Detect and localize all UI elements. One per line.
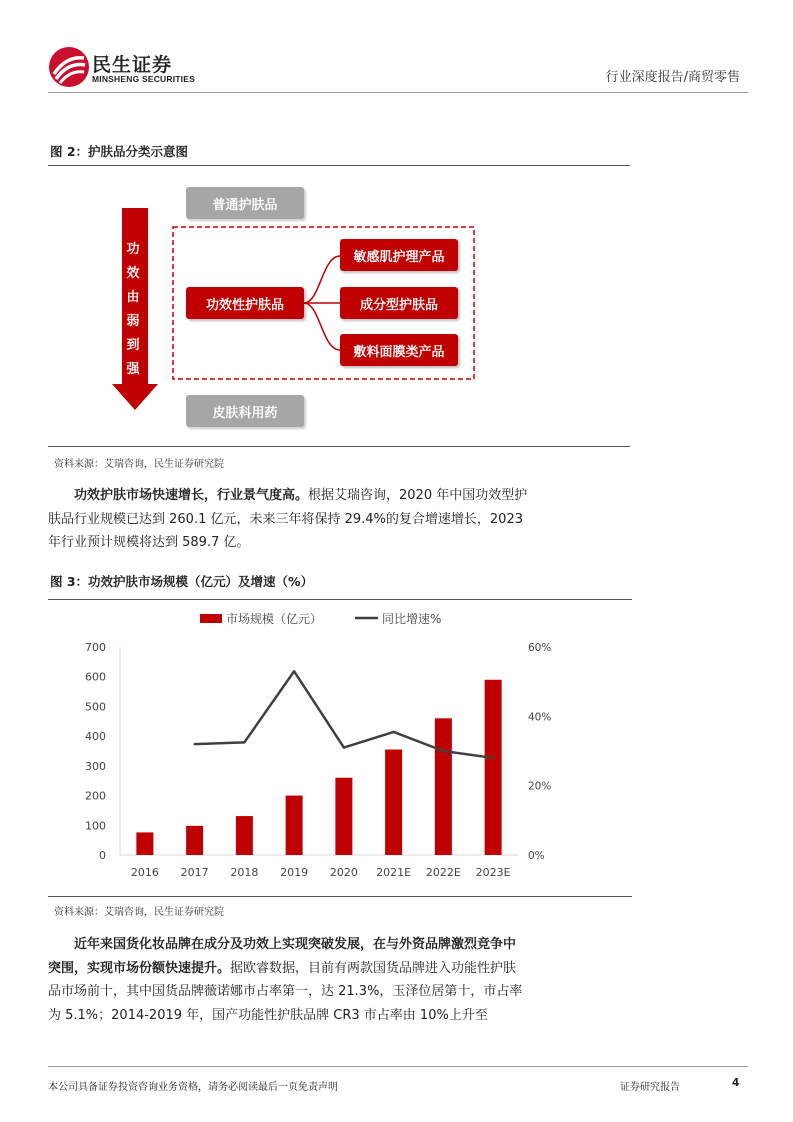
right-tick-label: 20% bbox=[528, 780, 552, 793]
bar-2020 bbox=[335, 778, 352, 855]
left-tick-label: 500 bbox=[85, 700, 106, 714]
bar-2018 bbox=[236, 816, 253, 855]
box-dressing-mask: 敷料面膜类产品 bbox=[340, 334, 458, 366]
growth-point-2023E bbox=[492, 757, 494, 759]
bar-2017 bbox=[186, 826, 203, 855]
box-ingredient-skincare: 成分型护肤品 bbox=[340, 287, 458, 319]
paragraph-lead: 近年来国货化妆品牌在成分及功效上实现突破发展，在与外资品牌激烈竞争中突围，实现市场份额快速提升。 bbox=[48, 937, 517, 976]
logo-english-name: MINSHENG SECURITIES bbox=[92, 74, 195, 84]
page-number: 4 bbox=[732, 1077, 740, 1089]
figure3-bottom-rule bbox=[48, 896, 632, 897]
bar-series bbox=[136, 680, 501, 855]
paragraph-body: 据欧睿数据，目前有两款国货品牌进入功能性护肤品市场前十，其中国货品牌薇诺娜市占率第一，达 21.3%，玉泽位居第十，市占率为 5.1%；2014-2019 年，国产功能性护肤品牌 CR3 市占率由 10%上升至 bbox=[48, 960, 523, 1023]
paragraph-lead: 功效护肤市场快速增长，行业景气度高。 bbox=[74, 488, 309, 503]
left-tick-label: 700 bbox=[85, 641, 106, 654]
footer-report-type: 证券研究报告 bbox=[620, 1082, 680, 1093]
footer-divider bbox=[48, 1066, 748, 1067]
right-tick-label: 0% bbox=[528, 850, 545, 862]
paragraph-body: 根据艾瑞咨询，2020 年中国功效型护肤品行业规模已达到 260.1 亿元，未来三年将保持 29.4%的复合增速增长，2023 年行业预计规模将达到 589.7 亿。 bbox=[48, 488, 528, 550]
x-tick-label: 2022E bbox=[425, 866, 461, 879]
left-tick-label: 400 bbox=[85, 730, 106, 744]
legend-line-label: 同比增速% bbox=[382, 612, 442, 626]
box-functional-skincare: 功效性护肤品 bbox=[186, 287, 304, 319]
figure3-source: 资料来源：艾瑞咨询，民生证券研究院 bbox=[54, 907, 224, 918]
left-tick-label: 200 bbox=[85, 789, 106, 803]
right-axis-ticks bbox=[528, 642, 551, 862]
bar-2016 bbox=[136, 832, 153, 855]
x-tick-label: 2016 bbox=[130, 866, 159, 879]
chart-legend bbox=[200, 611, 441, 626]
x-axis-ticks bbox=[131, 866, 511, 879]
left-tick-label: 300 bbox=[85, 759, 106, 773]
left-tick-label: 0 bbox=[99, 849, 106, 862]
bar-2023E bbox=[485, 680, 502, 855]
paragraph-domestic-brands bbox=[48, 933, 528, 1027]
growth-point-2019 bbox=[293, 670, 295, 672]
box-sensitive-skin: 敏感肌护理产品 bbox=[340, 239, 458, 271]
x-tick-label: 2020 bbox=[329, 866, 358, 879]
left-tick-label: 600 bbox=[85, 670, 106, 684]
legend-bar-swatch bbox=[200, 614, 222, 623]
bar-2021E bbox=[385, 750, 402, 855]
growth-point-2018 bbox=[243, 741, 245, 743]
footer-disclaimer: 本公司具备证券投资咨询业务资格，请务必阅读最后一页免责声明 bbox=[48, 1082, 338, 1093]
box-regular-skincare: 普通护肤品 bbox=[186, 187, 304, 219]
right-tick-label: 60% bbox=[528, 642, 552, 654]
figure2-title: 图 2：护肤品分类示意图 bbox=[50, 144, 189, 159]
arrow-char: 效 bbox=[126, 266, 140, 281]
x-tick-label: 2018 bbox=[230, 866, 259, 879]
report-category: 行业深度报告/商贸零售 bbox=[605, 70, 740, 85]
figure3-title: 图 3：功效护肤市场规模（亿元）及增速（%） bbox=[50, 574, 314, 589]
x-tick-label: 2017 bbox=[180, 866, 209, 879]
growth-point-2017 bbox=[193, 743, 195, 745]
x-tick-label: 2019 bbox=[280, 866, 309, 879]
left-tick-label: 100 bbox=[85, 819, 106, 833]
bar-2019 bbox=[286, 796, 303, 855]
box-dermatology-drug: 皮肤科用药 bbox=[186, 395, 304, 427]
arrow-char: 弱 bbox=[126, 314, 140, 329]
bar-2022E bbox=[435, 718, 452, 855]
growth-point-2020 bbox=[343, 746, 345, 748]
growth-point-2021E bbox=[392, 731, 394, 733]
logo-chinese-name: 民生证券 bbox=[92, 54, 173, 76]
right-tick-label: 40% bbox=[528, 711, 552, 724]
x-tick-label: 2021E bbox=[376, 866, 412, 879]
x-tick-label: 2023E bbox=[475, 866, 511, 879]
arrow-char: 强 bbox=[126, 362, 140, 377]
figure2-source: 资料来源：艾瑞咨询，民生证券研究院 bbox=[54, 459, 224, 470]
left-axis-ticks bbox=[85, 641, 106, 862]
legend-bar-label: 市场规模（亿元） bbox=[226, 612, 323, 626]
arrow-char: 由 bbox=[126, 290, 140, 305]
growth-point-2022E bbox=[442, 750, 444, 752]
arrow-char: 到 bbox=[126, 338, 140, 353]
arrow-char: 功 bbox=[126, 242, 140, 257]
